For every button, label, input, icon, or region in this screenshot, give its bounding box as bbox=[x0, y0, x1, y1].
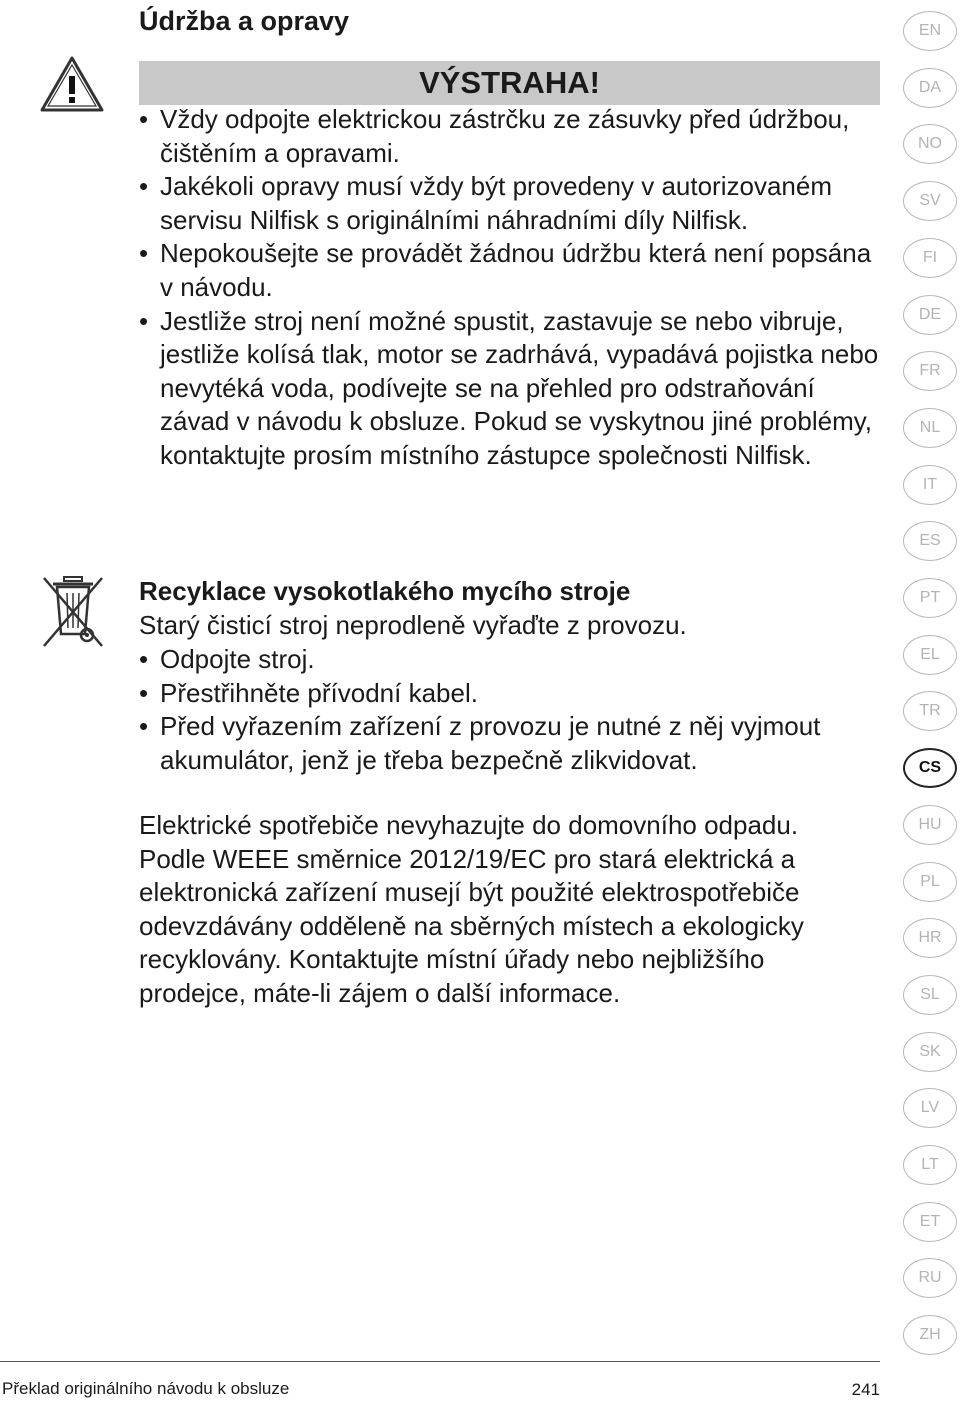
language-tab-lt[interactable]: LT bbox=[903, 1145, 957, 1185]
language-tab-no[interactable]: NO bbox=[903, 124, 957, 164]
recycling-list bbox=[139, 643, 884, 777]
language-tab-es[interactable]: ES bbox=[903, 521, 957, 561]
language-tab-et[interactable]: ET bbox=[903, 1202, 957, 1242]
language-tab-de[interactable]: DE bbox=[903, 295, 957, 335]
recycling-heading: Recyklace vysokotlakého mycího stroje bbox=[139, 576, 631, 606]
page-number: 241 bbox=[851, 1380, 880, 1399]
language-tab-cs[interactable]: CS bbox=[903, 748, 957, 788]
language-tab-en[interactable]: EN bbox=[903, 11, 957, 51]
language-tab-tr[interactable]: TR bbox=[903, 691, 957, 731]
language-tab-hr[interactable]: HR bbox=[903, 918, 957, 958]
language-tab-hu[interactable]: HU bbox=[903, 805, 957, 845]
language-tab-zh[interactable]: ZH bbox=[903, 1315, 957, 1355]
language-tab-ru[interactable]: RU bbox=[903, 1258, 957, 1298]
warning-item: • Nepokoušejte se provádět žádnou údržbu která není popsána v návodu. bbox=[139, 237, 884, 304]
recycling-intro: Starý čisticí stroj neprodleně vyřaďte z provozu. bbox=[139, 610, 687, 640]
recycling-item: • Odpojte stroj. bbox=[139, 643, 884, 677]
recycling-item: • Před vyřazením zařízení z provozu je nutné z něj vyjmout akumulátor, jenž je třeba bezpečně zlikvidovat. bbox=[139, 710, 884, 777]
language-tab-pt[interactable]: PT bbox=[903, 578, 957, 618]
language-tab-sk[interactable]: SK bbox=[903, 1032, 957, 1072]
footer-divider bbox=[0, 1361, 880, 1362]
crossed-out-bin-icon bbox=[40, 574, 106, 650]
warning-item: • Jestliže stroj není možné spustit, zastavuje se nebo vibruje, jestliže kolísá tlak, motor se zadrhává, vypadává pojistka nebo nevytéká voda, podívejte se na přehled pro odstraňování závad v návodu k obsluze. Pokud se vyskytnou jiné problémy, kontaktujte prosím místního zástupce společnosti Nilfisk. bbox=[139, 305, 884, 473]
language-tab-pl[interactable]: PL bbox=[903, 862, 957, 902]
language-tab-lv[interactable]: LV bbox=[903, 1088, 957, 1128]
warning-triangle-icon bbox=[38, 54, 106, 114]
weee-paragraph: Elektrické spotřebiče nevyhazujte do domovního odpadu. Podle WEEE směrnice 2012/19/EC pro stará elektrická a elektronická zařízení musejí být použité elektrospotřebiče odevzdávány odděleně na sběrných místech a ekologicky recyklovány. Kontaktujte místní úřady nebo nejbližšího prodejce, máte-li zájem o další informace. bbox=[139, 810, 804, 1008]
language-tab-fr[interactable]: FR bbox=[903, 351, 957, 391]
warning-banner bbox=[139, 61, 880, 105]
footer-note: Překlad originálního návodu k obsluze bbox=[2, 1379, 290, 1398]
recycling-item: • Přestřihněte přívodní kabel. bbox=[139, 677, 884, 711]
language-tab-nl[interactable]: NL bbox=[903, 408, 957, 448]
warning-item: • Jakékoli opravy musí vždy být provedeny v autorizovaném servisu Nilfisk s originálními náhradními díly Nilfisk. bbox=[139, 170, 884, 237]
warning-list bbox=[139, 103, 884, 473]
language-tab-sl[interactable]: SL bbox=[903, 975, 957, 1015]
language-tab-el[interactable]: EL bbox=[903, 635, 957, 675]
warning-item: • Vždy odpojte elektrickou zástrčku ze zásuvky před údržbou, čištěním a opravami. bbox=[139, 103, 884, 170]
language-tab-da[interactable]: DA bbox=[903, 68, 957, 108]
language-tab-sv[interactable]: SV bbox=[903, 181, 957, 221]
page-title: Údržba a opravy bbox=[139, 6, 350, 36]
language-tab-fi[interactable]: FI bbox=[903, 238, 957, 278]
warning-title: VÝSTRAHA! bbox=[419, 65, 600, 100]
language-tab-it[interactable]: IT bbox=[903, 465, 957, 505]
